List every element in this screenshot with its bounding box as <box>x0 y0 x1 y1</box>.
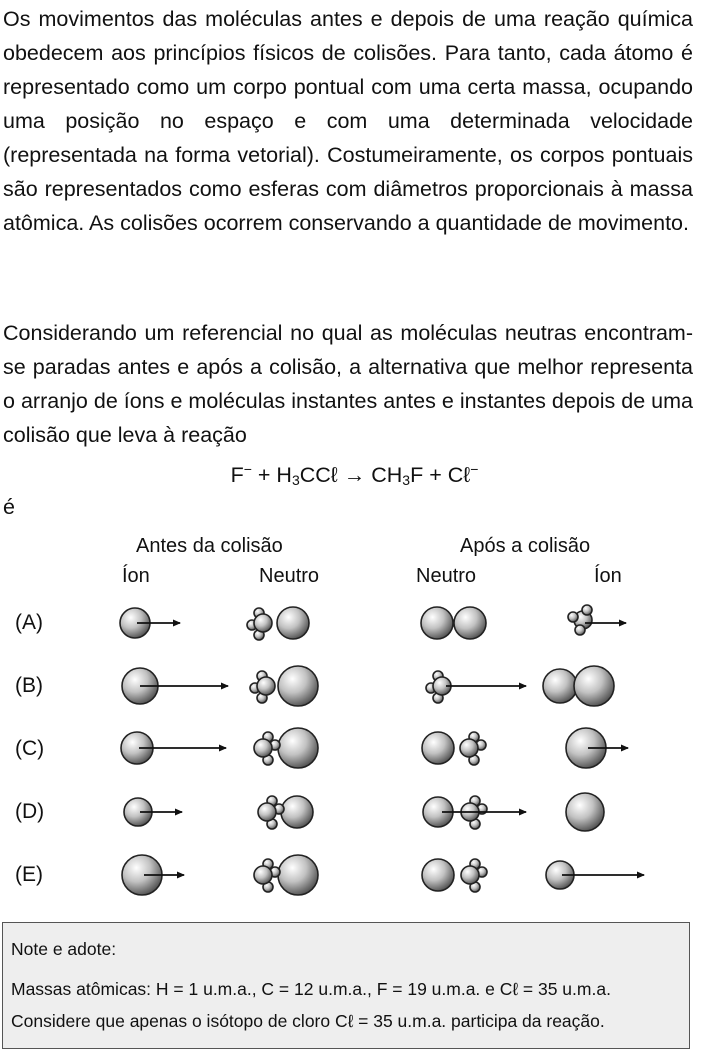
chlorine-atom <box>278 855 318 895</box>
chlorine-atom <box>277 607 309 639</box>
eq-plus: + <box>429 463 442 487</box>
chlorine-atom <box>278 728 318 768</box>
header-after: Após a colisão <box>460 535 591 557</box>
header-before: Antes da colisão <box>136 535 283 557</box>
header-neutral-after: Neutro <box>416 565 477 587</box>
option-e-label[interactable]: (E) <box>15 863 43 886</box>
chlorine-atom <box>543 669 577 703</box>
carbon-atom <box>460 739 478 757</box>
eq-sub: 3 <box>402 472 411 488</box>
note-title: Note e adote: <box>11 939 117 959</box>
option-b-label[interactable]: (B) <box>15 674 43 697</box>
eq-charge: − <box>243 461 252 477</box>
carbon-atom <box>254 614 272 632</box>
fluorine-atom <box>574 666 614 706</box>
hydrogen-atom <box>582 605 592 615</box>
eq-charge: − <box>470 461 479 477</box>
option-c-label[interactable]: (C) <box>15 737 45 760</box>
eq-h: H <box>276 463 292 487</box>
fluorine-atom <box>454 607 486 639</box>
reaction-equation <box>0 452 709 497</box>
note-isotope: Considere que apenas o isótopo de cloro Cℓ = 35 u.m.a. participa da reação. <box>11 1011 605 1031</box>
note-masses: Massas atômicas: H = 1 u.m.a., C = 12 u.m.a., F = 19 u.m.a. e Cℓ = 35 u.m.a. <box>11 979 611 999</box>
carbon-atom <box>258 803 276 821</box>
question-paragraph: Considerando um referencial no qual as moléculas neutras encontram-se paradas antes e após a colisão, a alternativa que melhor representa o arranjo de íons e moléculas instantes antes e instantes depois de uma colisão que leva à reação <box>3 321 693 447</box>
header-neutral-before: Neutro <box>259 565 320 587</box>
header-ion-after: Íon <box>594 565 622 587</box>
chloride-ion <box>566 793 604 831</box>
eq-sub: 3 <box>291 472 300 488</box>
intro-paragraph: Os movimentos das moléculas antes e depois de uma reação química obedecem aos princípios físicos de colisões. Para tanto, cada átomo é representado como um corpo pontual com uma certa massa, ocupando uma posição no espaço e com uma determinada velocidade (representada na forma vetorial). Costumeiramente, os corpos pontuais são representados como esferas com diâmetros proporcionais à massa atômica. As colisões ocorrem conservando a quantidade de movimento. <box>3 7 693 235</box>
eq-ccl: CCℓ <box>299 463 338 487</box>
option-d-label[interactable]: (D) <box>15 800 45 823</box>
carbon-atom <box>461 866 479 884</box>
eq-f: F <box>410 463 424 487</box>
eq-ch: CH <box>371 463 403 487</box>
fluorine-atom <box>422 732 454 764</box>
fluorine-atom <box>422 859 454 891</box>
note-box <box>2 922 690 1049</box>
hydrogen-atom <box>568 612 578 622</box>
eq-chloride: Cℓ <box>447 463 471 487</box>
answer-lead: é <box>3 495 15 519</box>
chlorine-atom <box>421 607 453 639</box>
eq-fluoride: F <box>230 463 244 487</box>
chlorine-atom <box>278 666 318 706</box>
option-a-label[interactable]: (A) <box>15 611 43 634</box>
carbon-atom <box>254 866 272 884</box>
molecule-drawings <box>120 605 644 895</box>
header-ion-before: Íon <box>122 565 150 587</box>
carbon-atom <box>254 739 272 757</box>
eq-arrow: → <box>343 463 366 487</box>
eq-plus: + <box>257 463 271 487</box>
chlorine-atom <box>281 796 313 828</box>
hydrogen-atom <box>575 625 585 635</box>
carbon-atom <box>257 677 275 695</box>
collision-figure <box>0 590 709 910</box>
